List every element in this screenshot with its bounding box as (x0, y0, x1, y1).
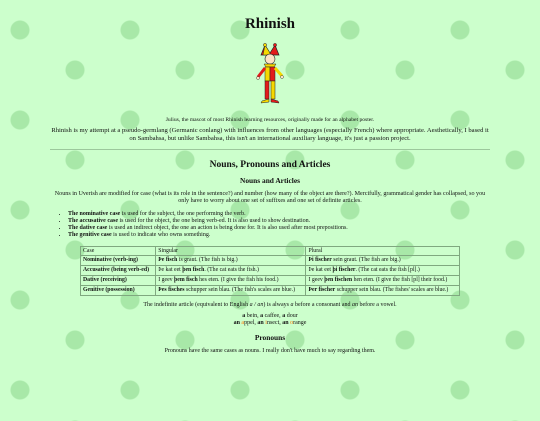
subsection-title-pronouns: Pronouns (254, 333, 286, 343)
consonant-examples (50, 313, 490, 320)
plural-cell (306, 256, 460, 266)
page-title: Rhinish (244, 16, 296, 32)
singular-cell (156, 285, 306, 295)
case-name: The genitive case (68, 232, 112, 239)
plural-cell (306, 266, 460, 276)
example-text: hen eten. (I give the fish [pl] their food.) (352, 277, 448, 284)
example-text: sein graut. (The fish are big.) (331, 257, 401, 264)
case-description: is used an indirect object, the one an action is being done for. It is also used after most prepositions. (107, 225, 348, 232)
singular-cell (156, 256, 306, 266)
list-item (68, 211, 490, 218)
text: a (290, 301, 294, 308)
table-header-row (81, 246, 460, 256)
nouns-paragraph: Nouns in Uverish are modified for case (what is its role in the sentence?) and number (how many of the object are there?). Mercifully, grammatical gender has collapsed, so you only have to worry about one set of suffixes and one set of definite articles. (54, 191, 486, 205)
mascot-caption: Julius, the mascot of most Rhinish learning resources, originally made for an alphabet poster. (165, 117, 375, 123)
list-item (68, 232, 490, 239)
example-word: dour (285, 312, 298, 319)
page-content (50, 16, 490, 354)
example-word: bein, (245, 312, 261, 319)
jester-mascot-image (253, 41, 287, 111)
text: ) is always (263, 301, 291, 308)
vowel-highlight: i (265, 320, 267, 327)
article: an (257, 320, 264, 327)
plural-cell (306, 276, 460, 286)
table-header: Singular (156, 246, 306, 256)
case-description: is used for the subject, the one performing the verb. (120, 210, 246, 217)
case-table (80, 246, 460, 296)
case-cell: Genitive (possession) (81, 285, 156, 295)
singular-cell (156, 266, 306, 276)
table-header: Plural (306, 246, 460, 256)
subsection-title-nouns: Nouns and Articles (240, 176, 300, 185)
list-item (68, 225, 490, 232)
text: before a consonant and (293, 301, 352, 308)
text: before a vowel. (357, 301, 397, 308)
text: an (351, 301, 358, 308)
case-cell: Dative (receiving) (81, 276, 156, 286)
example-text: Þe kat eet (308, 267, 333, 274)
table-header: Case (81, 246, 156, 256)
divider (50, 149, 490, 150)
example-text: . (The cat eats the fish.) (204, 267, 259, 274)
noun-phrase: Þi fischer (308, 257, 332, 264)
noun-phrase: þi fischer (332, 267, 356, 274)
table-row (81, 266, 460, 276)
vowel-highlight: a (241, 320, 245, 327)
pronouns-paragraph: Pronouns have the same cases as nouns. I really don't have much to say regarding them. (164, 348, 376, 355)
table-row (81, 276, 460, 286)
vowel-examples (50, 320, 490, 327)
case-name: The dative case (68, 225, 108, 232)
article: an (282, 320, 289, 327)
example-word: range (293, 320, 307, 327)
case-description: is used to indicate who owns something. (111, 232, 211, 239)
case-cell: Accusative (being verb-ed) (81, 266, 156, 276)
example-text: . (The cat eats the fish [pl].) (355, 267, 420, 274)
example-text: I geev (308, 277, 325, 284)
example-text: is graut. (The fish is big.) (177, 257, 238, 264)
article: a (260, 312, 264, 319)
example-text: hes eten. (I give the fish his food.) (197, 277, 279, 284)
article-examples (50, 313, 490, 327)
indefinite-article-paragraph (50, 302, 490, 309)
article: a (282, 312, 286, 319)
vowel-highlight: o (290, 320, 294, 327)
article: a (242, 312, 246, 319)
example-word: caffee, (263, 312, 283, 319)
noun-phrase: þen fischen (324, 277, 353, 284)
noun-phrase: Þe fisch (158, 257, 178, 264)
table-row (81, 285, 460, 295)
noun-phrase: Þes fisches (158, 286, 185, 293)
example-text: Þe kat eet (158, 267, 183, 274)
example-word: ppel, (244, 320, 258, 327)
case-description: is used for the object, the one being verb-ed. It is also used to show destination. (118, 218, 311, 225)
case-list (56, 211, 490, 240)
example-text: I geev (158, 277, 175, 284)
example-text: schupper sein blau. (The fishes' scales are blue.) (335, 286, 449, 293)
section-title: Nouns, Pronouns and Articles (209, 160, 331, 170)
text: The indefinite article (equivalent to English (143, 301, 250, 308)
noun-phrase: Þer fischer (308, 286, 336, 293)
table-row (81, 256, 460, 266)
noun-phrase: þem fisch (174, 277, 198, 284)
article: an (233, 320, 240, 327)
example-word: nsect, (266, 320, 283, 327)
case-name: The accusative case (68, 218, 118, 225)
plural-cell (306, 285, 460, 295)
text: a / an (249, 301, 264, 308)
example-text: schupper sein blau. (The fish's scales are blue.) (184, 286, 296, 293)
case-cell: Nominative (verb-ing) (81, 256, 156, 266)
jester-icon (253, 41, 287, 111)
noun-phrase: þen fisch (182, 267, 205, 274)
case-name: The nominative case (68, 210, 121, 217)
singular-cell (156, 276, 306, 286)
intro-paragraph: Rhinish is my attempt at a pseudo-germlang (Germanic conlang) with influences from other languages (especially French) where appropriate. Aesthetically, I based it on Sambahsa, but unlike Sambahsa, this isn't an international auxiliary language, it's just a passion project. (51, 127, 489, 142)
